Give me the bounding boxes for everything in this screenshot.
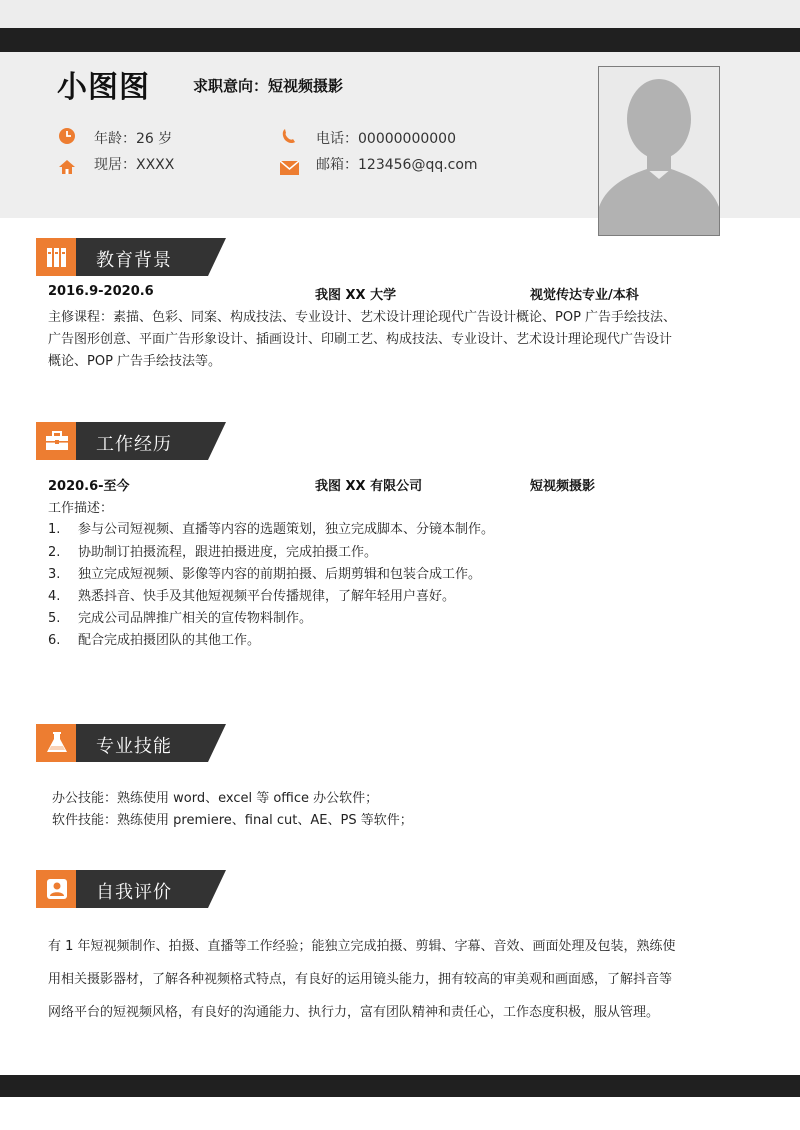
phone-info: 电话：00000000000 bbox=[316, 131, 456, 147]
section-header-education bbox=[36, 238, 196, 276]
section-title: 自我评价 bbox=[96, 882, 172, 903]
edu-courses-line: 概论、POP 广告手绘技法等。 bbox=[48, 354, 222, 369]
briefcase-icon bbox=[45, 430, 69, 452]
section-title: 教育背景 bbox=[96, 250, 172, 271]
job-intent: 求职意向：短视频摄影 bbox=[193, 77, 344, 95]
profile-photo bbox=[598, 66, 720, 236]
edu-school: 我图 XX 大学 bbox=[315, 288, 397, 303]
top-margin bbox=[0, 0, 800, 28]
mail-icon bbox=[280, 161, 299, 175]
residence-info: 现居：XXXX bbox=[94, 157, 175, 173]
home-icon bbox=[58, 158, 76, 176]
list-item: 3. 独立完成短视频、影像等内容的前期拍摄、后期剪辑和包装合成工作。 bbox=[48, 567, 482, 582]
person-icon bbox=[46, 878, 68, 900]
list-item: 5. 完成公司品牌推广相关的宣传物料制作。 bbox=[48, 611, 313, 626]
section-title: 工作经历 bbox=[96, 434, 172, 455]
avatar-silhouette-icon bbox=[599, 67, 719, 235]
age-info: 年龄：26 岁 bbox=[94, 131, 173, 147]
flask-icon bbox=[45, 731, 69, 755]
edu-period: 2016.9-2020.6 bbox=[48, 284, 154, 299]
clock-icon bbox=[58, 127, 76, 145]
section-header-self-eval bbox=[36, 870, 196, 908]
books-icon bbox=[45, 245, 69, 269]
list-item: 1. 参与公司短视频、直播等内容的选题策划，独立完成脚本、分镜本制作。 bbox=[48, 522, 495, 537]
edu-major: 视觉传达专业/本科 bbox=[530, 288, 639, 303]
section-header-skills bbox=[36, 724, 196, 762]
work-period: 2020.6-至今 bbox=[48, 479, 130, 494]
skill-line: 软件技能：熟练使用 premiere、final cut、AE、PS 等软件； bbox=[52, 813, 413, 828]
candidate-name: 小图图 bbox=[57, 70, 150, 105]
self-eval-text: 有 1 年短视频制作、拍摄、直播等工作经验；能独立完成拍摄、剪辑、字幕、音效、画面处理及包装，熟练使 用相关摄影器材，了解各种视频格式特点，有良好的运用镜头能力，拥有较高的审美观和画面感，了解抖音等 网络平台的短视频风格，有良好的沟通能力、执行力，富有团队精神和责任心，工作态度积极，服从管理。 bbox=[48, 939, 676, 1020]
section-header-work bbox=[36, 422, 196, 460]
skill-line: 办公技能：熟练使用 word、excel 等 office 办公软件； bbox=[52, 791, 379, 806]
list-item: 4. 熟悉抖音、快手及其他短视频平台传播规律，了解年轻用户喜好。 bbox=[48, 589, 456, 604]
work-position: 短视频摄影 bbox=[530, 479, 596, 494]
work-desc-label: 工作描述： bbox=[48, 501, 114, 516]
bottom-dark-strip bbox=[0, 1075, 800, 1097]
section-title: 专业技能 bbox=[96, 736, 172, 757]
list-item: 6. 配合完成拍摄团队的其他工作。 bbox=[48, 633, 261, 648]
edu-courses-line: 主修课程：素描、色彩、同案、构成技法、专业设计、艺术设计理论现代广告设计概论、POP 广告手绘技法、 bbox=[48, 310, 677, 325]
work-company: 我图 XX 有限公司 bbox=[315, 479, 423, 494]
top-dark-strip bbox=[0, 28, 800, 52]
email-info: 邮箱：123456@qq.com bbox=[316, 157, 478, 173]
phone-icon bbox=[280, 127, 298, 145]
list-item: 2. 协助制订拍摄流程，跟进拍摄进度，完成拍摄工作。 bbox=[48, 545, 378, 560]
edu-courses-line: 广告图形创意、平面广告形象设计、插画设计、印刷工艺、构成技法、专业设计、艺术设计理论现代广告设计 bbox=[48, 332, 673, 347]
